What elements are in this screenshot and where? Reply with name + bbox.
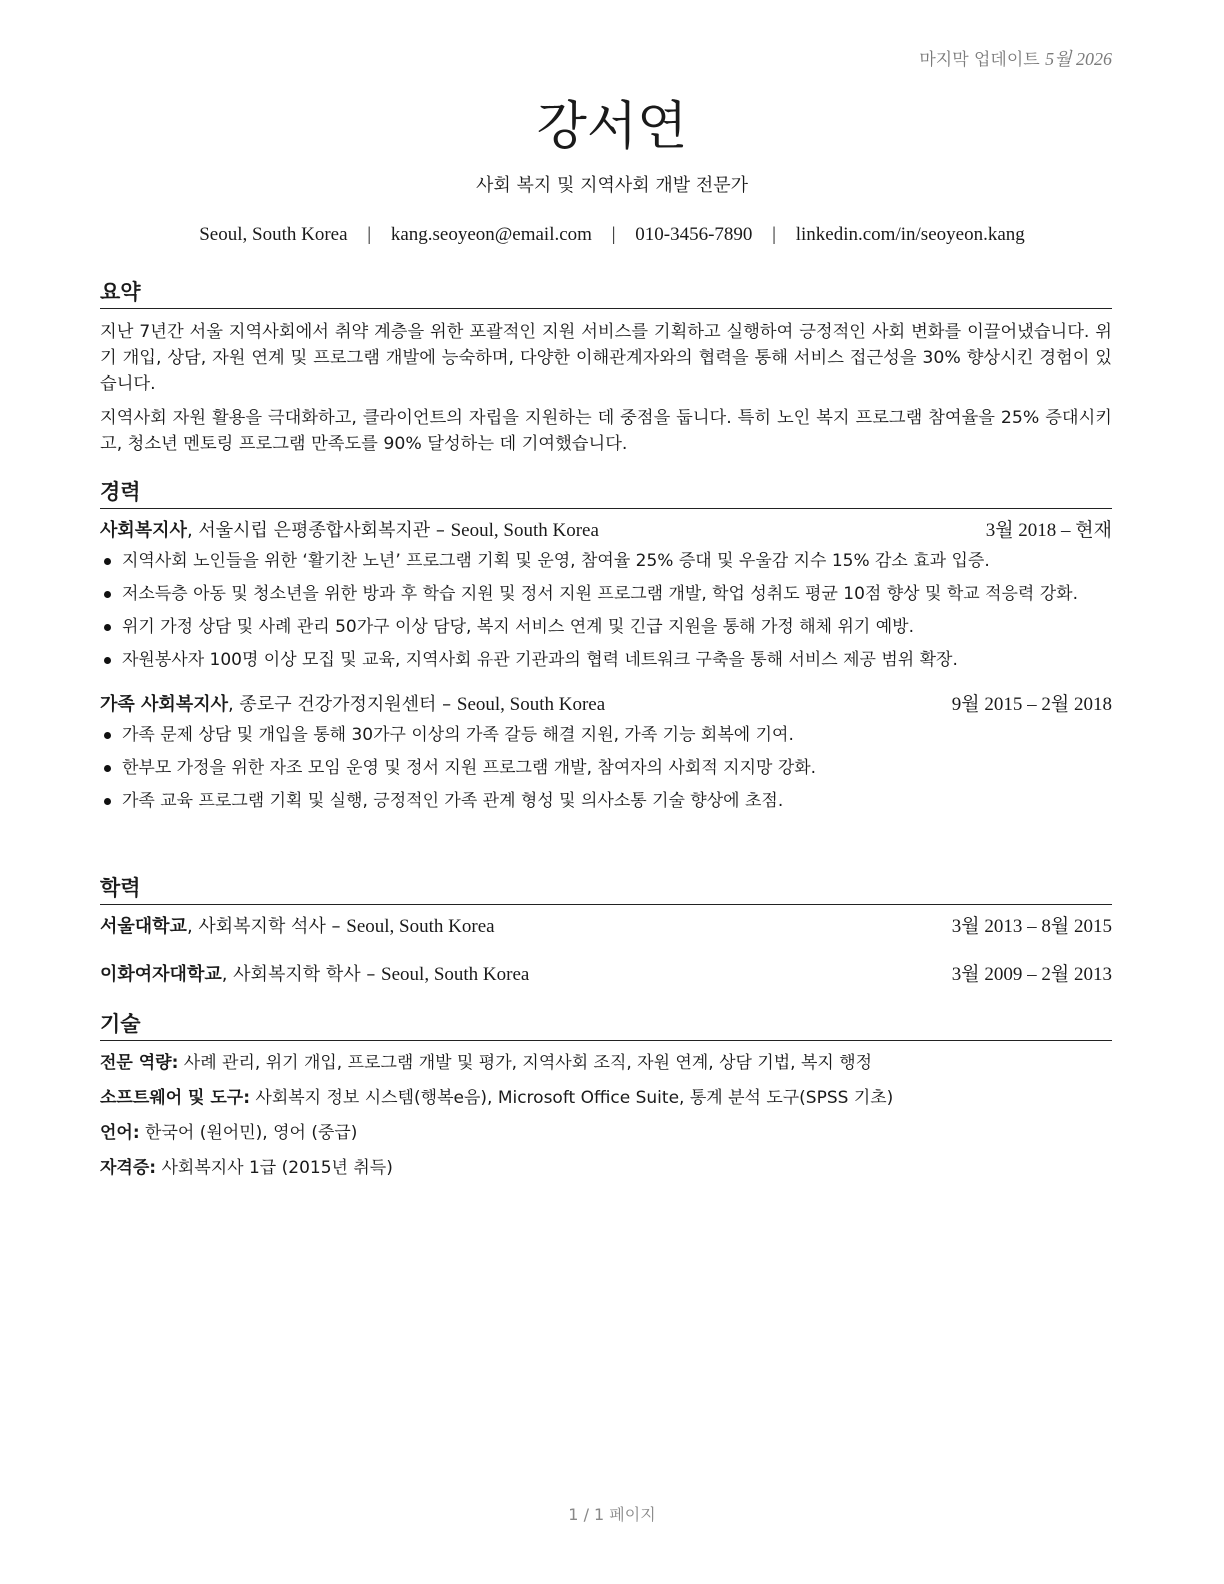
- contact-separator: |: [367, 224, 372, 245]
- list-item: [100, 755, 1112, 781]
- bullet-icon: [104, 798, 111, 805]
- section-title: 경력: [100, 476, 1112, 509]
- degree: , 사회복지학 학사 –: [221, 964, 382, 985]
- contact-location: Seoul, South Korea: [199, 224, 348, 245]
- job-entry: [100, 693, 1112, 814]
- job-header: [100, 693, 1112, 717]
- contact-separator: |: [772, 224, 776, 245]
- summary-section: [100, 276, 1112, 465]
- skill-row: [100, 1156, 1112, 1180]
- contact-separator: |: [611, 224, 616, 245]
- job-location: Seoul, South Korea: [450, 520, 599, 541]
- job-entry: [100, 519, 1112, 673]
- section-title: 학력: [100, 872, 1112, 905]
- job-location: Seoul, South Korea: [456, 694, 606, 715]
- job-bullets: [100, 548, 1112, 673]
- skill-value: 사회복지사 1급 (2015년 취득): [156, 1158, 393, 1178]
- skill-value: 한국어 (원어민), 영어 (중급): [139, 1123, 358, 1143]
- education-entry: [100, 963, 1112, 987]
- skill-value: 사례 관리, 위기 개입, 프로그램 개발 및 평가, 지역사회 조직, 자원 연계, 상담 기법, 복지 행정: [178, 1053, 873, 1073]
- skill-row: [100, 1086, 1112, 1110]
- bullet-text: 가족 문제 상담 및 개입을 통해 30가구 이상의 가족 갈등 해결 지원, 가족 기능 회복에 기여.: [122, 725, 794, 745]
- bullet-text: 한부모 가정을 위한 자조 모임 운영 및 정서 지원 프로그램 개발, 참여자의 사회적 지지망 강화.: [122, 758, 817, 778]
- job-org: , 종로구 건강가정지원센터 –: [227, 694, 457, 715]
- job-dates: 9월 2015 – 2월 2018: [951, 694, 1112, 715]
- candidate-name: 강서연: [536, 97, 688, 157]
- education-dates: 3월 2013 – 8월 2015: [951, 916, 1112, 937]
- bullet-icon: [104, 591, 111, 598]
- last-updated-date: 5월 2026: [1045, 49, 1112, 69]
- contact-line: [0, 224, 1224, 246]
- summary-paragraph: 지난 7년간 서울 지역사회에서 취약 계층을 위한 포괄적인 지원 서비스를 기획하고 실행하여 긍정적인 사회 변화를 이끌어냈습니다. 위기 개입, 상담, 자원 연계 및 프로그램 개발에 능숙하며, 다양한 이해관계자와의 협력을 통해 서비스 접근성을 30% 향상시킨 경험이 있습니다.: [100, 322, 1112, 394]
- skill-row: [100, 1051, 1112, 1075]
- contact-phone[interactable]: 010-3456-7890: [635, 224, 753, 245]
- section-title: 요약: [100, 276, 1112, 309]
- job-bullets: [100, 722, 1112, 814]
- education-section: [100, 872, 1112, 1011]
- degree: , 사회복지학 석사 –: [186, 916, 347, 937]
- job-dates: 3월 2018 – 현재: [985, 520, 1112, 541]
- education-dates: 3월 2009 – 2월 2013: [951, 964, 1112, 985]
- experience-section: [100, 476, 1112, 821]
- bullet-text: 가족 교육 프로그램 기획 및 실행, 긍정적인 가족 관계 형성 및 의사소통 기술 향상에 초점.: [122, 791, 784, 811]
- list-item: [100, 581, 1112, 607]
- job-org: , 서울시립 은평종합사회복지관 –: [186, 520, 451, 541]
- education-entry: [100, 915, 1112, 939]
- school-location: Seoul, South Korea: [381, 964, 530, 985]
- list-item: [100, 788, 1112, 814]
- school-name: 이화여자대학교: [100, 964, 222, 985]
- last-updated-label: 마지막 업데이트: [919, 50, 1040, 70]
- list-item: [100, 722, 1112, 748]
- bullet-text: 저소득층 아동 및 청소년을 위한 방과 후 학습 지원 및 정서 지원 프로그램 개발, 학업 성취도 평균 10점 향상 및 학교 적응력 강화.: [122, 584, 1078, 604]
- job-header: [100, 519, 1112, 543]
- skill-label: 언어:: [100, 1123, 140, 1143]
- skill-value: 사회복지 정보 시스템(행복e음), Microsoft Office Suite, 통계 분석 도구(SPSS 기초): [250, 1088, 894, 1108]
- bullet-icon: [104, 657, 111, 664]
- skill-label: 자격증:: [100, 1158, 157, 1178]
- skill-row: [100, 1121, 1112, 1145]
- skill-label: 소프트웨어 및 도구:: [100, 1088, 251, 1108]
- section-title: 기술: [100, 1008, 1112, 1041]
- list-item: [100, 614, 1112, 640]
- last-updated: [919, 45, 1112, 71]
- contact-linkedin[interactable]: linkedin.com/in/seoyeon.kang: [795, 224, 1025, 245]
- bullet-icon: [104, 624, 111, 631]
- candidate-title: 사회 복지 및 지역사회 개발 전문가: [475, 175, 749, 196]
- school-name: 서울대학교: [100, 916, 187, 937]
- skill-label: 전문 역량:: [100, 1053, 179, 1073]
- summary-paragraph: 지역사회 자원 활용을 극대화하고, 클라이언트의 자립을 지원하는 데 중점을 둡니다. 특히 노인 복지 프로그램 참여율을 25% 증대시키고, 청소년 멘토링 프로그램 만족도를 90% 달성하는 데 기여했습니다.: [100, 408, 1112, 454]
- contact-email[interactable]: kang.seoyeon@email.com: [390, 224, 592, 245]
- job-role: 사회복지사: [100, 520, 187, 541]
- bullet-text: 위기 가정 상담 및 사례 관리 50가구 이상 담당, 복지 서비스 연계 및 긴급 지원을 통해 가정 해체 위기 예방.: [122, 617, 914, 637]
- list-item: [100, 647, 1112, 673]
- school-location: Seoul, South Korea: [346, 916, 495, 937]
- bullet-icon: [104, 765, 111, 772]
- list-item: [100, 548, 1112, 574]
- bullet-icon: [104, 732, 111, 739]
- skills-section: [100, 1008, 1112, 1191]
- bullet-text: 자원봉사자 100명 이상 모집 및 교육, 지역사회 유관 기관과의 협력 네트워크 구축을 통해 서비스 제공 범위 확장.: [122, 650, 958, 670]
- job-role: 가족 사회복지사: [100, 694, 228, 715]
- bullet-icon: [104, 558, 111, 565]
- bullet-text: 지역사회 노인들을 위한 ‘활기찬 노년’ 프로그램 기획 및 운영, 참여율 25% 증대 및 우울감 지수 15% 감소 효과 입증.: [122, 551, 990, 571]
- page-number: 1 / 1 페이지: [568, 1505, 656, 1524]
